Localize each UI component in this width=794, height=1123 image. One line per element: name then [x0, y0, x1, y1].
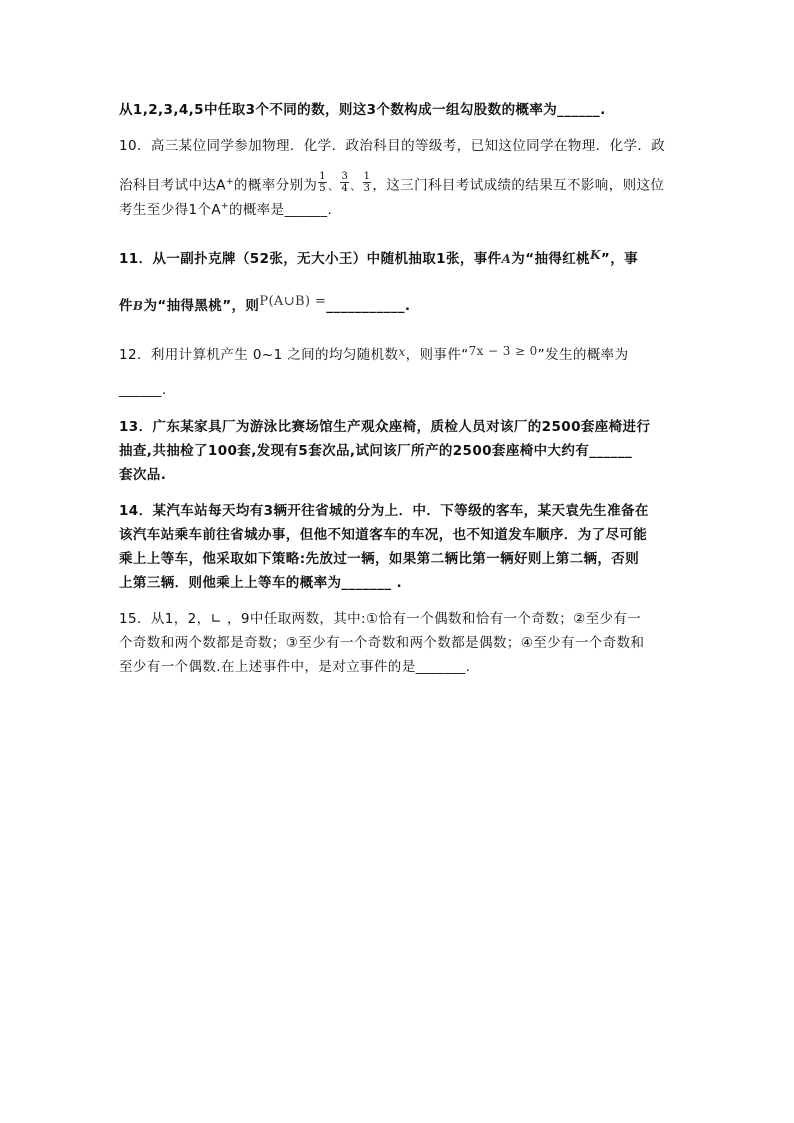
fraction-3-denominator: 3	[363, 183, 371, 194]
question-9-text: 从1,2,3,4,5中任取3个不同的数，则这3个数构成一组勾股数的概率为______.	[119, 102, 606, 118]
question-13-line-2	[119, 442, 632, 460]
question-11-line-2	[119, 294, 411, 316]
question-14-line-1	[119, 502, 649, 520]
question-10-line-3	[119, 201, 332, 219]
fraction-3	[363, 171, 372, 194]
fraction-2	[340, 171, 349, 194]
question-10-text-2c: ，这三门科目考试成绩的结果互不影响，则这位	[372, 177, 665, 194]
question-13-text-3: 套次品.	[119, 467, 167, 483]
question-10-line-1	[119, 137, 665, 155]
question-13-text-2: 抽查,共抽检了100套,发现有5套次品,试问该厂所产的2500套座椅中大约有______	[119, 443, 633, 459]
question-10-line-2	[119, 171, 665, 197]
question-14-line-3	[119, 550, 639, 568]
question-10-text-3b: 的概率是______.	[228, 202, 333, 218]
question-15-text-1: 15．从1，2，∟ ，9中任取两数，其中:①恰有一个偶数和恰有一个奇数；②至少有一	[119, 611, 642, 627]
question-14-text-2: 该汽车站乘车前往省城办事，但他不知道客车的车况，也不知道发车顺序．为了尽可能	[119, 527, 648, 543]
question-13-line-1	[119, 418, 650, 436]
inequality-formula: 7x − 3 ≥ 0	[468, 344, 538, 358]
question-12-line-2	[119, 381, 167, 399]
question-15-text-2: 个奇数和两个数都是奇数；③至少有一个奇数和两个数都是偶数；④至少有一个奇数和	[119, 635, 645, 651]
fraction-1	[318, 171, 327, 194]
question-11-text-2b: 为“抽得黑桃”，则	[143, 298, 260, 314]
question-10-text-1: 10．高三某位同学参加物理．化学．政治科目的等级考，已知这位同学在物理．化学．政	[119, 138, 666, 154]
question-11-text-1c: ”，事	[600, 251, 638, 267]
question-11-text-1b: 为“抽得红桃	[511, 251, 591, 267]
question-15-line-1	[119, 610, 641, 628]
superscript-plus: +	[225, 177, 234, 187]
question-14-text-4: 上第三辆．则他乘上上等车的概率为_______ .	[119, 575, 403, 591]
question-14-line-2	[119, 526, 647, 544]
question-11-text-2a: 件	[119, 298, 133, 314]
question-11-line-1	[119, 250, 638, 268]
fraction-2-denominator: 4	[341, 183, 349, 194]
fraction-2-numerator: 3	[341, 171, 349, 182]
question-10-text-3a: 考生至少得1个A	[119, 202, 222, 218]
question-12-text-1b: ，则事件“	[405, 347, 469, 363]
question-12-text-1c: ”发生的概率为	[537, 347, 629, 363]
question-14-text-1: 14．某汽车站每天均有3辆开往省城的分为上．中．下等级的客车，某天袁先生准备在	[119, 503, 649, 519]
question-14-text-3: 乘上上等车，他采取如下策略:先放过一辆，如果第二辆比第一辆好则上第二辆，否则	[119, 551, 640, 567]
fraction-3-numerator: 1	[363, 171, 371, 182]
fraction-1-denominator: 5	[319, 183, 327, 194]
question-11-text-2c: ___________.	[326, 298, 411, 314]
question-11-text-1a: 11．从一副扑克牌（52张，无大小王）中随机抽取1张，事件	[119, 251, 502, 267]
variable-a: A	[501, 252, 512, 266]
question-13-line-3	[119, 466, 166, 484]
probability-formula: P(A∪B) =	[259, 294, 327, 309]
question-9	[119, 101, 606, 119]
question-13-text-1: 13．广东某家具厂为游泳比赛场馆生产观众座椅，质检人员对该厂的2500套座椅进行	[119, 419, 651, 435]
fraction-1-numerator: 1	[319, 171, 327, 182]
superscript-plus: +	[221, 201, 229, 212]
question-15-line-3	[119, 658, 470, 676]
variable-b: B	[132, 299, 144, 313]
fraction-separator: 、	[350, 179, 362, 193]
fraction-separator: 、	[328, 179, 340, 193]
question-10-text-2b: 的概率分别为	[233, 177, 318, 194]
question-14-line-4	[119, 574, 402, 592]
question-12-text-1a: 12．利用计算机产生 0~1 之间的均匀随机数	[119, 347, 399, 363]
question-15-line-2	[119, 634, 644, 652]
variable-x: x	[398, 345, 406, 359]
question-10-text-2a: 治科目考试中达A	[119, 177, 226, 194]
question-12-line-1	[119, 346, 628, 364]
question-15-text-3: 至少有一个偶数.在上述事件中，是对立事件的是_______.	[119, 659, 471, 675]
variable-k: K	[590, 248, 601, 262]
question-12-text-2: ______.	[119, 382, 167, 398]
